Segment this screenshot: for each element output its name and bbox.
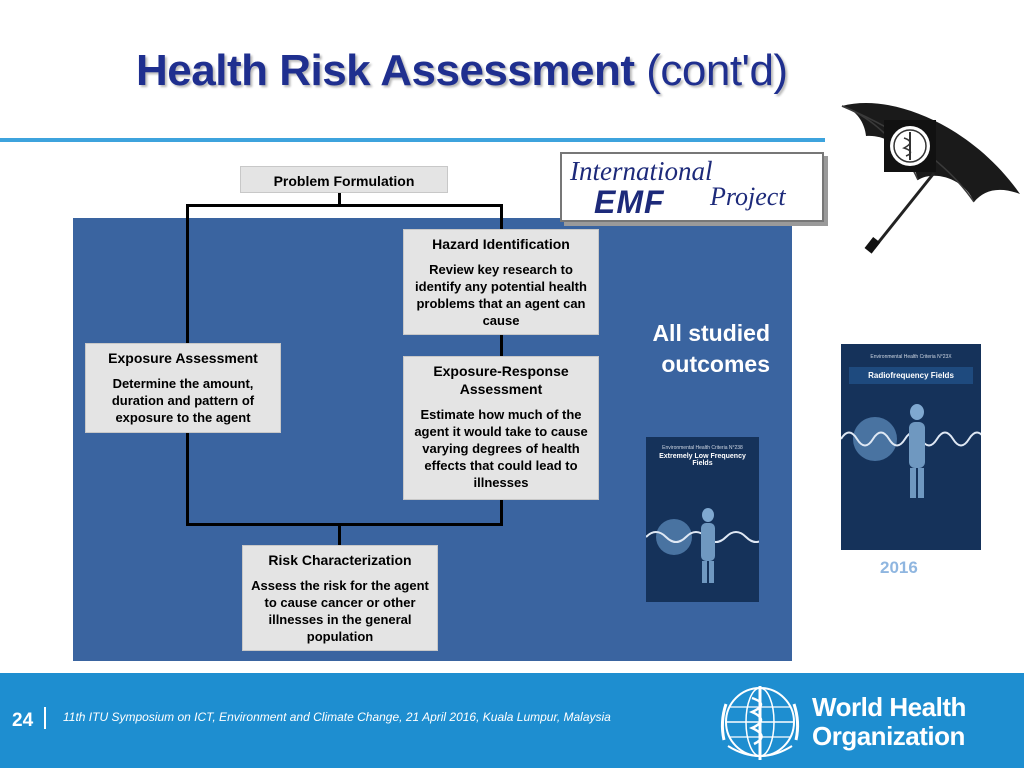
exposure-response-title: Exposure-Response Assessment <box>433 363 569 397</box>
rf-cover-series: Environmental Health Criteria N°23X <box>870 354 952 360</box>
connector-bottom-horizontal <box>186 523 503 526</box>
risk-characterization-box <box>242 545 438 651</box>
connector-top-horizontal <box>186 204 503 207</box>
exposure-response-box <box>403 356 599 500</box>
problem-formulation-box <box>240 166 448 193</box>
elf-book-cover <box>646 437 759 602</box>
hazard-identification-body: Review key research to identify any potential health problems that an agent can cause <box>415 262 587 328</box>
who-name-line2: Organization <box>812 721 965 751</box>
slide-title <box>136 46 788 96</box>
rf-cover-year: 2016 <box>880 558 918 577</box>
slide-title-suffix: (cont'd) <box>646 46 788 95</box>
who-organization-name <box>812 693 966 751</box>
footer-event-text: 11th ITU Symposium on ICT, Environment and Climate Change, 21 April 2016, Kuala Lumpur, Malaysia <box>63 710 611 724</box>
risk-characterization-body: Assess the risk for the agent to cause cancer or other illnesses in the general population <box>251 578 429 644</box>
emf-project-logo <box>560 152 824 222</box>
exposure-assessment-title: Exposure Assessment <box>108 350 258 366</box>
risk-characterization-title: Risk Characterization <box>268 552 412 568</box>
rf-cover-title: Radiofrequency Fields <box>849 367 973 384</box>
emf-logo-emf: EMF <box>594 184 665 220</box>
emf-logo-project: Project <box>710 182 786 211</box>
exposure-assessment-box <box>85 343 281 433</box>
footer-separator <box>44 707 46 729</box>
slide-title-main: Health Risk Assessment <box>136 46 635 95</box>
problem-formulation-title: Problem Formulation <box>273 173 415 189</box>
connector-risk-down <box>338 523 341 545</box>
elf-cover-series: Environmental Health Criteria N°238 <box>662 445 743 451</box>
emf-logo-international: International <box>570 156 713 186</box>
who-name-line1: World Health <box>812 692 966 722</box>
who-emblem-icon <box>718 682 802 764</box>
exposure-assessment-body: Determine the amount, duration and pattern of exposure to the agent <box>111 376 255 425</box>
studied-outcomes-label: All studied outcomes <box>652 320 770 377</box>
umbrella-icon <box>834 98 1024 258</box>
page-number: 24 <box>12 710 34 731</box>
elf-cover-title: Extremely Low Frequency Fields <box>659 453 746 467</box>
hazard-identification-title: Hazard Identification <box>432 236 570 252</box>
rf-book-cover <box>841 344 981 550</box>
hazard-identification-box <box>403 229 599 335</box>
title-divider <box>0 138 825 142</box>
exposure-response-body: Estimate how much of the agent it would take to cause varying degrees of health effects that could lead to illnesses <box>414 407 588 490</box>
